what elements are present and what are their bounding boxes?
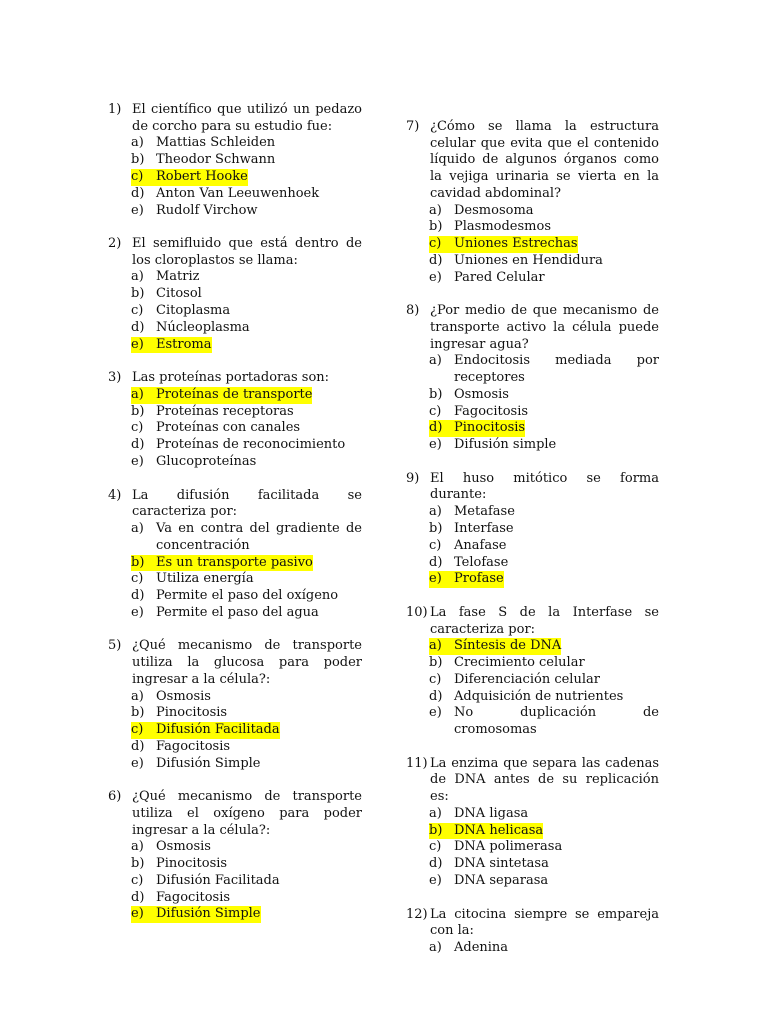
question	[406, 119, 659, 287]
option-letter: a)	[429, 202, 442, 218]
option-letter: c)	[131, 571, 144, 587]
option-letter: c)	[131, 303, 144, 319]
question	[108, 102, 362, 219]
answer-option	[429, 203, 659, 220]
answer-option	[131, 269, 362, 286]
answer-option	[429, 806, 659, 823]
option-text: Permite el paso del oxígeno	[156, 588, 339, 604]
option-letter: b)	[429, 386, 443, 402]
option-letter: b)	[131, 856, 145, 872]
option-letter: a)	[429, 638, 454, 655]
option-text: Osmosis	[454, 386, 509, 402]
question-number: 9)	[406, 470, 420, 486]
question-stem	[406, 907, 659, 940]
question-number: 7)	[406, 119, 420, 134]
answer-option	[131, 186, 362, 203]
answer-option	[429, 655, 659, 672]
highlighted-answer-option	[131, 337, 362, 354]
option-letter: d)	[131, 319, 145, 335]
question-number: 6)	[108, 789, 122, 805]
option-letter: a)	[429, 805, 442, 821]
question-text: El semifluido que está dentro de los cloroplastos se llama:	[132, 236, 362, 268]
question-number: 3)	[108, 370, 122, 386]
answer-option	[429, 538, 659, 555]
option-text: Difusión Simple	[156, 906, 261, 922]
highlighted-answer-option	[429, 236, 659, 253]
question-number: 1)	[108, 102, 122, 117]
question	[108, 236, 362, 353]
option-letter: d)	[131, 437, 145, 453]
option-text: DNA polimerasa	[454, 839, 563, 855]
option-letter: b)	[131, 152, 145, 168]
answer-option	[429, 856, 659, 873]
question-text: El científico que utilizó un pedazo de corcho para su estudio fue:	[132, 102, 362, 134]
answer-option	[131, 286, 362, 303]
question-stem	[108, 102, 362, 135]
answer-option	[131, 856, 362, 873]
question-text: La difusión facilitada se caracteriza por:	[132, 487, 362, 520]
option-letter: d)	[131, 185, 145, 201]
question	[108, 789, 362, 923]
question-stem	[108, 789, 362, 839]
question-number: 11)	[406, 755, 428, 771]
option-text: Plasmodesmos	[454, 219, 551, 235]
option-text: Síntesis de DNA	[454, 638, 562, 654]
option-letter: a)	[131, 387, 156, 404]
option-letter: b)	[429, 823, 454, 840]
option-letter: d)	[131, 738, 145, 754]
answer-option	[429, 555, 659, 572]
highlighted-answer-option	[429, 823, 659, 840]
option-text: Adenina	[454, 939, 509, 955]
option-letter: b)	[131, 286, 145, 302]
answer-option	[429, 353, 659, 387]
option-letter: d)	[429, 688, 443, 704]
option-text: Difusión Simple	[156, 755, 261, 771]
option-text: Permite el paso del agua	[156, 604, 319, 620]
question-stem	[406, 756, 659, 806]
answer-option	[131, 521, 362, 555]
answer-option	[429, 672, 659, 689]
option-text: Difusión simple	[454, 437, 557, 453]
option-text: Mattias Schleiden	[156, 135, 276, 151]
answer-option	[429, 437, 659, 454]
option-letter: c)	[429, 671, 442, 687]
question-stem	[108, 236, 362, 269]
question-stem	[406, 303, 659, 353]
option-letter: e)	[131, 604, 144, 620]
question	[108, 638, 362, 772]
option-text: Estroma	[156, 336, 212, 352]
answer-option	[131, 689, 362, 706]
question-text: Las proteínas portadoras son:	[132, 370, 330, 386]
option-letter: c)	[131, 872, 144, 888]
question-text: ¿Por medio de que mecanismo de transporte activo la célula puede ingresar agua?	[430, 303, 659, 352]
option-text: Pared Celular	[454, 269, 545, 285]
option-text: DNA helicasa	[454, 822, 544, 838]
question-text: La citocina siempre se empareja con la:	[430, 906, 659, 939]
highlighted-answer-option	[429, 638, 659, 655]
answer-option	[131, 571, 362, 588]
option-letter: c)	[131, 722, 156, 739]
answer-option	[429, 839, 659, 856]
option-letter: a)	[429, 504, 442, 520]
option-text: Fagocitosis	[454, 403, 529, 419]
option-letter: e)	[429, 269, 442, 285]
question	[406, 471, 659, 588]
answer-option	[131, 420, 362, 437]
answer-option	[131, 404, 362, 421]
answer-option	[131, 303, 362, 320]
option-text: Núcleoplasma	[156, 319, 250, 335]
answer-option	[131, 135, 362, 152]
question-number: 2)	[108, 236, 122, 252]
option-text: Proteínas de reconocimiento	[156, 437, 346, 453]
option-letter: e)	[131, 454, 144, 470]
highlighted-answer-option	[131, 906, 362, 923]
option-text: Osmosis	[156, 688, 211, 704]
answer-option	[429, 940, 659, 957]
option-letter: c)	[429, 537, 442, 553]
question-stem	[108, 638, 362, 688]
question	[108, 488, 362, 622]
option-letter: b)	[131, 403, 145, 419]
question-text: La fase S de la Interfase se caracteriza por:	[430, 604, 659, 637]
question-text: El huso mitótico se forma durante:	[430, 470, 659, 503]
option-text: Uniones Estrechas	[454, 236, 578, 252]
option-letter: d)	[131, 588, 145, 604]
highlighted-answer-option	[429, 420, 659, 437]
option-text: Uniones en Hendidura	[454, 252, 603, 268]
option-text: Va en contra del gradiente de concentración	[156, 520, 362, 553]
left-column	[108, 102, 362, 940]
option-letter: d)	[429, 420, 454, 437]
option-text: Fagocitosis	[156, 738, 231, 754]
option-letter: b)	[131, 555, 156, 572]
option-text: Proteínas receptoras	[156, 403, 294, 419]
option-letter: e)	[131, 906, 156, 923]
option-text: Diferenciación celular	[454, 671, 600, 687]
option-text: Fagocitosis	[156, 889, 231, 905]
option-text: Anton Van Leeuwenhoek	[156, 185, 320, 201]
option-text: Pinocitosis	[454, 420, 526, 436]
option-letter: a)	[131, 520, 144, 536]
question	[406, 303, 659, 454]
answer-option	[429, 521, 659, 538]
option-text: Profase	[454, 571, 504, 587]
option-text: Theodor Schwann	[156, 152, 276, 168]
option-text: Desmosoma	[454, 202, 534, 218]
question-text: ¿Qué mecanismo de transporte utiliza la glucosa para poder ingresar a la célula?:	[132, 638, 362, 687]
question-number: 10)	[406, 604, 428, 620]
highlighted-answer-option	[131, 169, 362, 186]
option-text: Proteínas con canales	[156, 420, 301, 436]
option-text: Telofase	[454, 554, 509, 570]
option-letter: d)	[429, 252, 443, 268]
highlighted-answer-option	[131, 722, 362, 739]
question-number: 12)	[406, 906, 428, 922]
option-letter: c)	[131, 169, 156, 186]
option-text: Pinocitosis	[156, 705, 228, 721]
question-number: 4)	[108, 487, 122, 503]
option-letter: e)	[429, 571, 454, 588]
option-letter: c)	[131, 420, 144, 436]
answer-option	[131, 437, 362, 454]
question	[108, 370, 362, 471]
option-letter: e)	[131, 755, 144, 771]
option-text: DNA sintetasa	[454, 856, 549, 872]
option-letter: a)	[131, 839, 144, 855]
option-text: Endocitosis mediada por receptores	[454, 353, 659, 386]
option-text: Metafase	[454, 504, 515, 520]
answer-option	[131, 756, 362, 773]
option-letter: e)	[429, 873, 442, 889]
option-text: DNA separasa	[454, 873, 549, 889]
answer-option	[429, 253, 659, 270]
option-text: Pinocitosis	[156, 856, 228, 872]
option-text: Matriz	[156, 269, 200, 285]
option-letter: a)	[429, 353, 442, 369]
option-letter: c)	[429, 839, 442, 855]
answer-option	[429, 270, 659, 287]
highlighted-answer-option	[429, 571, 659, 588]
answer-option	[131, 890, 362, 907]
option-letter: e)	[429, 437, 442, 453]
option-letter: a)	[131, 688, 144, 704]
option-text: Proteínas de transporte	[156, 386, 313, 402]
option-letter: d)	[429, 856, 443, 872]
option-text: DNA ligasa	[454, 805, 529, 821]
question-stem	[406, 605, 659, 638]
option-letter: e)	[131, 202, 144, 218]
answer-option	[429, 705, 659, 739]
option-letter: e)	[131, 337, 156, 354]
option-letter: a)	[131, 135, 144, 151]
option-text: Es un transporte pasivo	[156, 554, 313, 570]
answer-option	[429, 689, 659, 706]
question-stem	[406, 119, 659, 203]
answer-option	[131, 152, 362, 169]
option-text: Citoplasma	[156, 303, 231, 319]
question	[406, 907, 659, 957]
answer-option	[131, 739, 362, 756]
question-number: 8)	[406, 303, 420, 319]
option-text: Citosol	[156, 286, 202, 302]
question-stem	[108, 370, 362, 387]
question-stem	[406, 471, 659, 504]
answer-option	[429, 387, 659, 404]
option-text: Adquisición de nutrientes	[454, 688, 624, 704]
option-text: Difusión Facilitada	[156, 872, 280, 888]
answer-option	[131, 203, 362, 220]
option-letter: b)	[429, 219, 443, 235]
highlighted-answer-option	[131, 387, 362, 404]
option-letter: e)	[429, 705, 442, 721]
answer-option	[131, 873, 362, 890]
option-text: Anafase	[454, 537, 507, 553]
option-letter: b)	[429, 520, 443, 536]
option-letter: a)	[131, 269, 144, 285]
option-letter: d)	[131, 889, 145, 905]
question-text: ¿Qué mecanismo de transporte utiliza el oxígeno para poder ingresar a la célula?:	[132, 789, 362, 838]
option-text: Rudolf Virchow	[156, 202, 258, 218]
option-text: No duplicación de cromosomas	[454, 705, 659, 738]
answer-option	[131, 605, 362, 622]
answer-option	[131, 705, 362, 722]
question-stem	[108, 488, 362, 521]
option-text: Glucoproteínas	[156, 454, 257, 470]
question	[406, 756, 659, 890]
option-letter: a)	[429, 939, 442, 955]
answer-option	[131, 839, 362, 856]
question-text: ¿Cómo se llama la estructura celular que evita que el contenido líquido de algunos órganos como la vejiga urinaria se vierta en la cavidad abdominal?	[430, 119, 659, 201]
answer-option	[131, 588, 362, 605]
answer-option	[429, 404, 659, 421]
option-letter: b)	[131, 705, 145, 721]
option-text: Robert Hooke	[156, 169, 248, 184]
option-text: Utiliza energía	[156, 571, 254, 587]
question	[406, 605, 659, 739]
answer-option	[429, 219, 659, 236]
option-letter: d)	[429, 554, 443, 570]
option-letter: c)	[429, 403, 442, 419]
answer-option	[429, 873, 659, 890]
question-text: La enzima que separa las cadenas de DNA antes de su replicación es:	[430, 755, 659, 805]
answer-option	[429, 504, 659, 521]
option-text: Crecimiento celular	[454, 655, 585, 671]
right-column	[406, 119, 659, 973]
answer-option	[131, 454, 362, 471]
option-letter: b)	[429, 655, 443, 671]
question-number: 5)	[108, 638, 122, 654]
answer-option	[131, 320, 362, 337]
option-text: Difusión Facilitada	[156, 722, 280, 738]
option-letter: c)	[429, 236, 454, 253]
highlighted-answer-option	[131, 555, 362, 572]
option-text: Osmosis	[156, 839, 211, 855]
option-text: Interfase	[454, 520, 514, 536]
